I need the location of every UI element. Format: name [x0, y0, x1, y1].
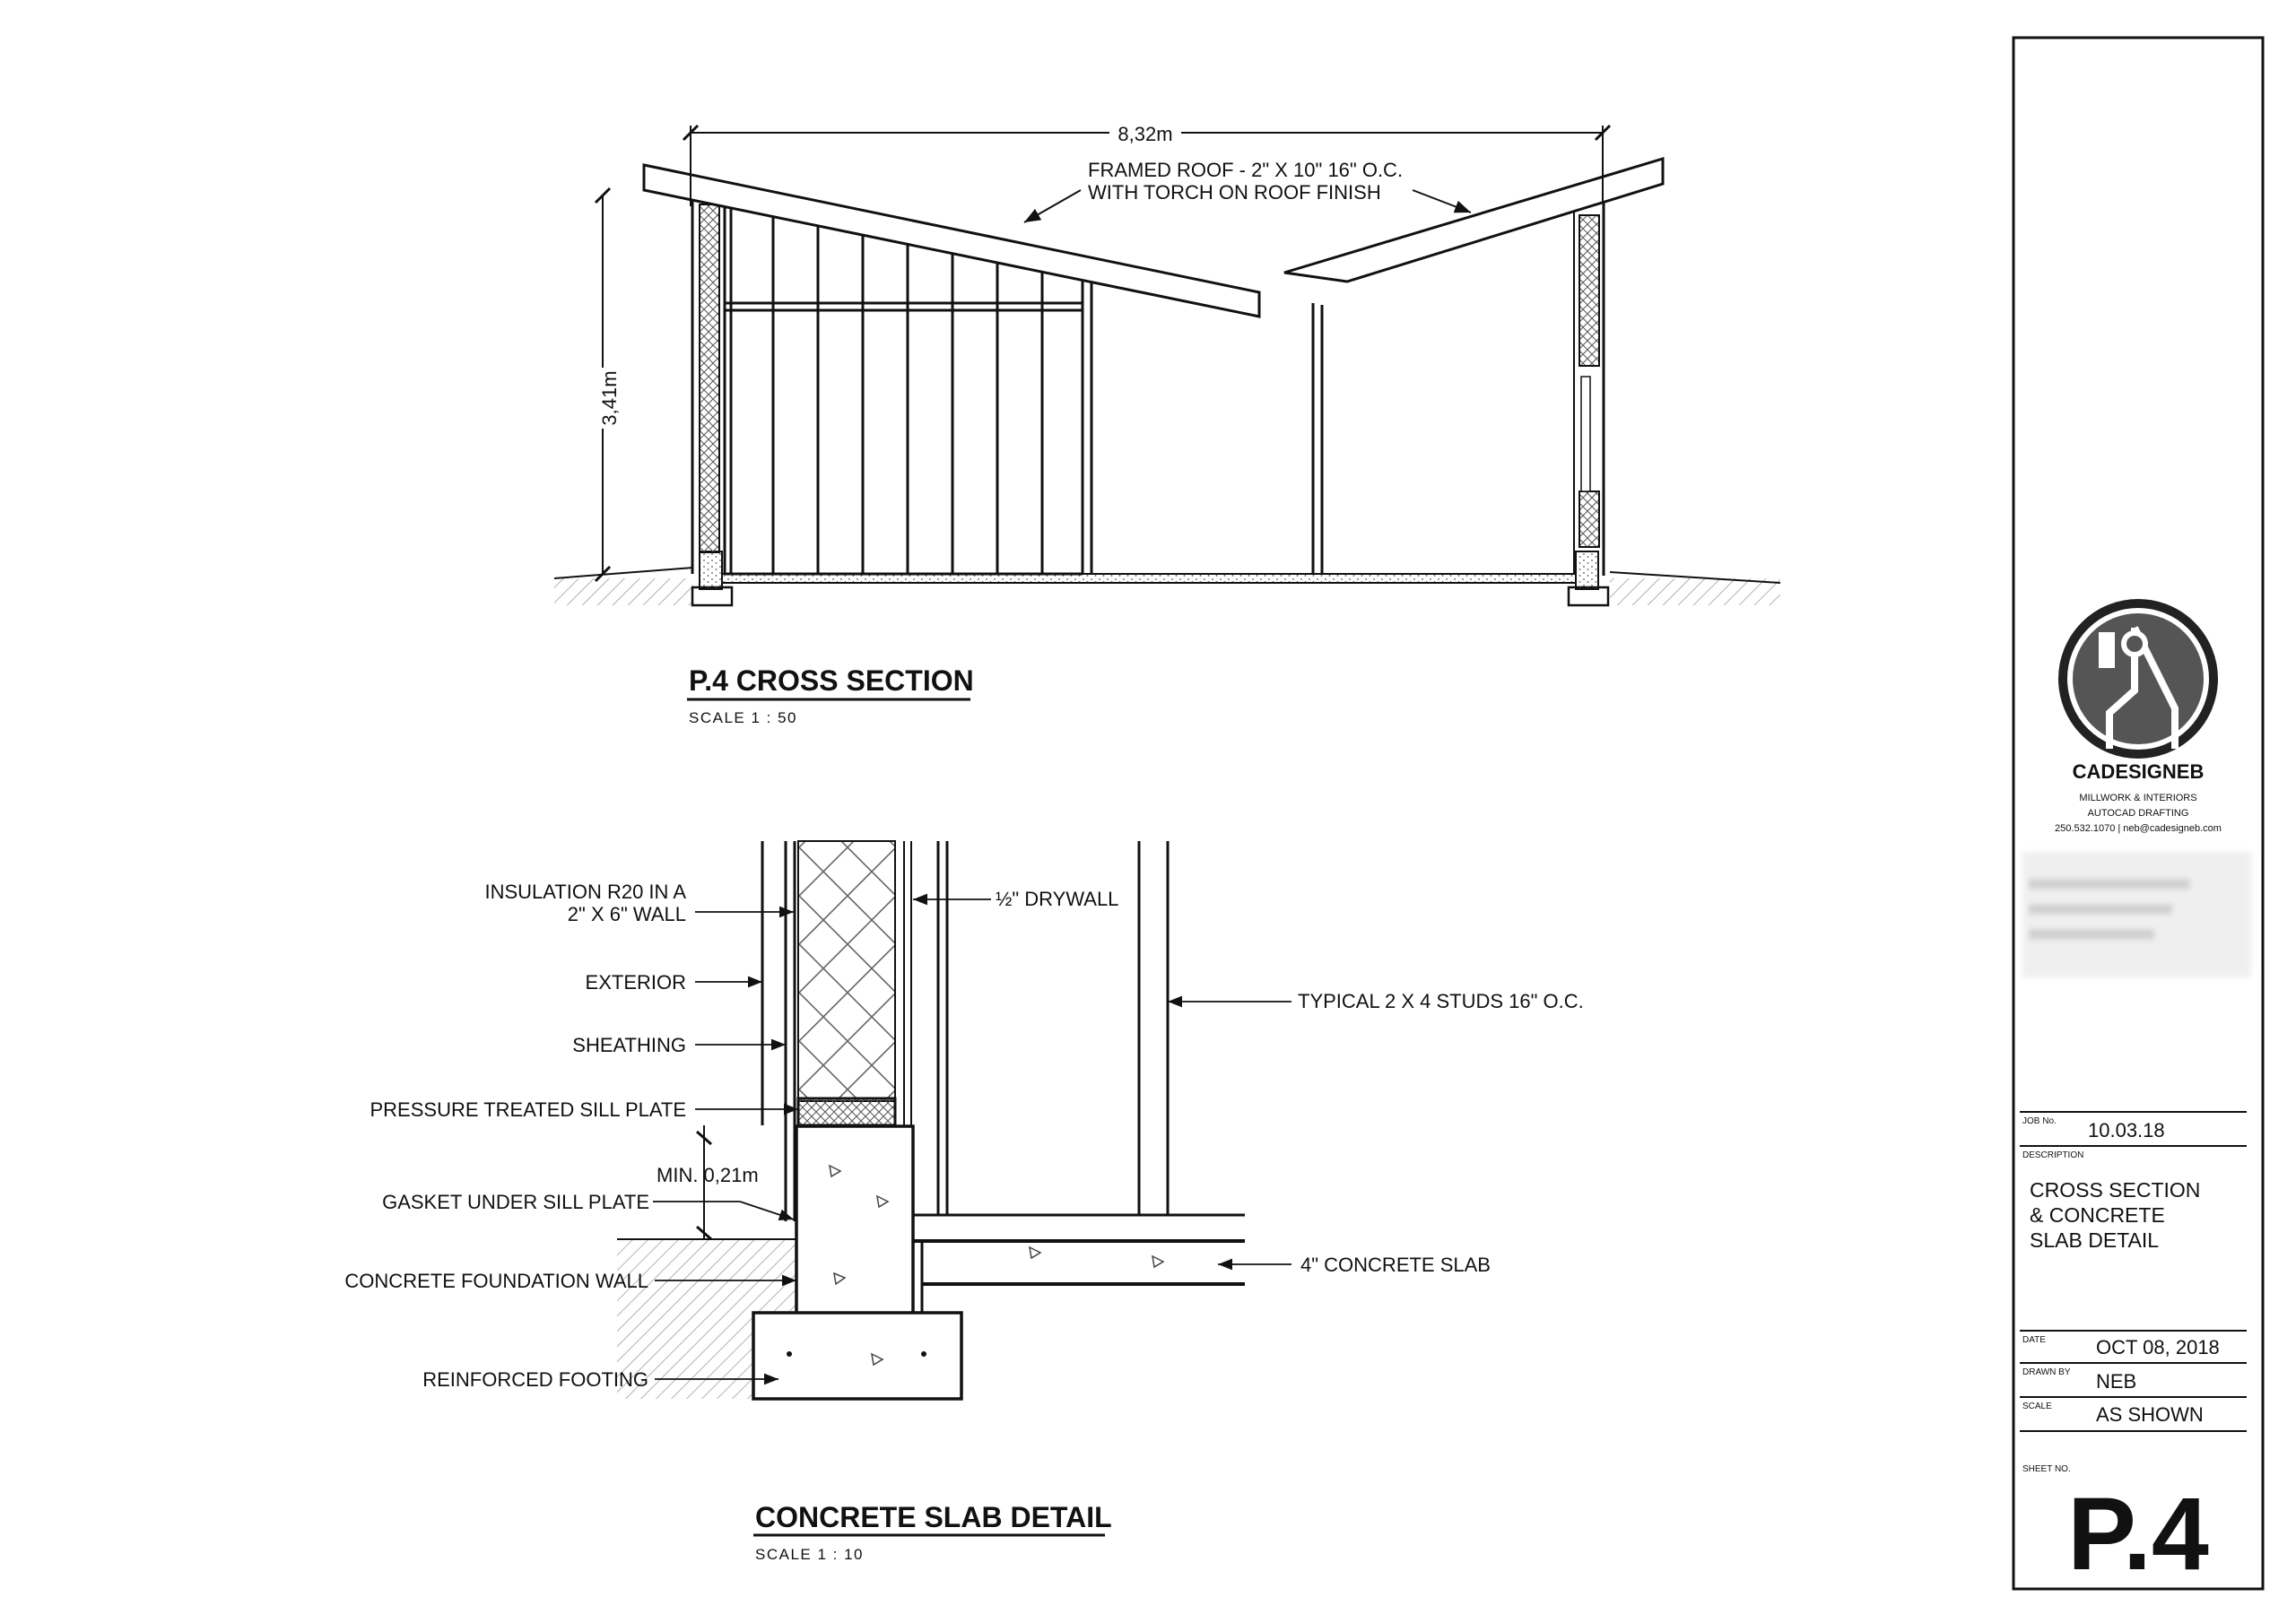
description-line-1: CROSS SECTION	[2030, 1178, 2201, 1202]
description-line-3: SLAB DETAIL	[2030, 1228, 2160, 1252]
label-foundation-wall: CONCRETE FOUNDATION WALL	[344, 1270, 648, 1292]
cross-section-scale: SCALE 1 : 50	[689, 709, 798, 726]
label-slab: 4" CONCRETE SLAB	[1300, 1254, 1491, 1276]
right-wall-insulation-upper	[1579, 215, 1599, 366]
ground-hatch-right	[1610, 578, 1780, 605]
label-insulation-1: INSULATION R20 IN A	[484, 881, 686, 903]
scale-value: AS SHOWN	[2096, 1403, 2204, 1426]
dim-height-label: 3,41m	[598, 370, 621, 426]
label-studs: TYPICAL 2 X 4 STUDS 16" O.C.	[1298, 990, 1584, 1012]
description-label: DESCRIPTION	[2022, 1150, 2084, 1160]
company-tagline-1: MILLWORK & INTERIORS	[2079, 793, 2197, 803]
label-sill-plate: PRESSURE TREATED SILL PLATE	[370, 1098, 686, 1121]
window-opening	[1581, 377, 1590, 491]
wall-insulation	[798, 841, 895, 1101]
foundation-wall	[796, 1126, 913, 1315]
slab-detail-drawing	[344, 841, 1583, 1563]
slab-detail-title: CONCRETE SLAB DETAIL	[755, 1501, 1112, 1533]
label-exterior: EXTERIOR	[585, 971, 686, 994]
ground-hatch-left	[554, 578, 693, 605]
company-name: CADESIGNEB	[2072, 760, 2205, 783]
sill-plate	[798, 1098, 895, 1125]
footing	[753, 1313, 961, 1399]
date-label: DATE	[2022, 1335, 2046, 1345]
company-logo	[2063, 603, 2213, 754]
date-value: OCT 08, 2018	[2096, 1336, 2220, 1358]
roof-note-line2: WITH TORCH ON ROOF FINISH	[1088, 181, 1381, 204]
job-no-value: 10.03.18	[2088, 1119, 2165, 1141]
scale-label: SCALE	[2022, 1402, 2052, 1411]
company-tagline-2: AUTOCAD DRAFTING	[2087, 808, 2189, 819]
label-footing: REINFORCED FOOTING	[422, 1368, 648, 1391]
job-no-label: JOB No.	[2022, 1116, 2057, 1126]
label-gasket: GASKET UNDER SILL PLATE	[382, 1191, 649, 1213]
cross-section-drawing	[554, 118, 1780, 726]
description-line-2: & CONCRETE	[2030, 1203, 2165, 1227]
left-wall-insulation	[700, 204, 719, 552]
project-info-blurred	[2022, 852, 2251, 977]
right-wall-insulation-lower	[1579, 491, 1599, 547]
company-contact: 250.532.1070 | neb@cadesigneb.com	[2055, 823, 2222, 834]
sheet-no-value: P.4	[2067, 1477, 2209, 1592]
slab-detail-scale: SCALE 1 : 10	[755, 1546, 865, 1563]
label-sheathing: SHEATHING	[572, 1034, 686, 1056]
title-block	[2013, 38, 2263, 1592]
cross-section-title: P.4 CROSS SECTION	[689, 664, 974, 697]
label-drywall: ½" DRYWALL	[996, 888, 1119, 910]
drawn-by-value: NEB	[2096, 1370, 2137, 1393]
roof-note-line1: FRAMED ROOF - 2" X 10" 16" O.C.	[1088, 159, 1404, 181]
sheet-no-label: SHEET NO.	[2022, 1464, 2071, 1474]
drawn-by-label: DRAWN BY	[2022, 1367, 2071, 1377]
dim-width-label: 8,32m	[1118, 123, 1173, 145]
label-min-dim: MIN. 0,21m	[657, 1164, 759, 1186]
label-insulation-2: 2" X 6" WALL	[567, 903, 686, 925]
